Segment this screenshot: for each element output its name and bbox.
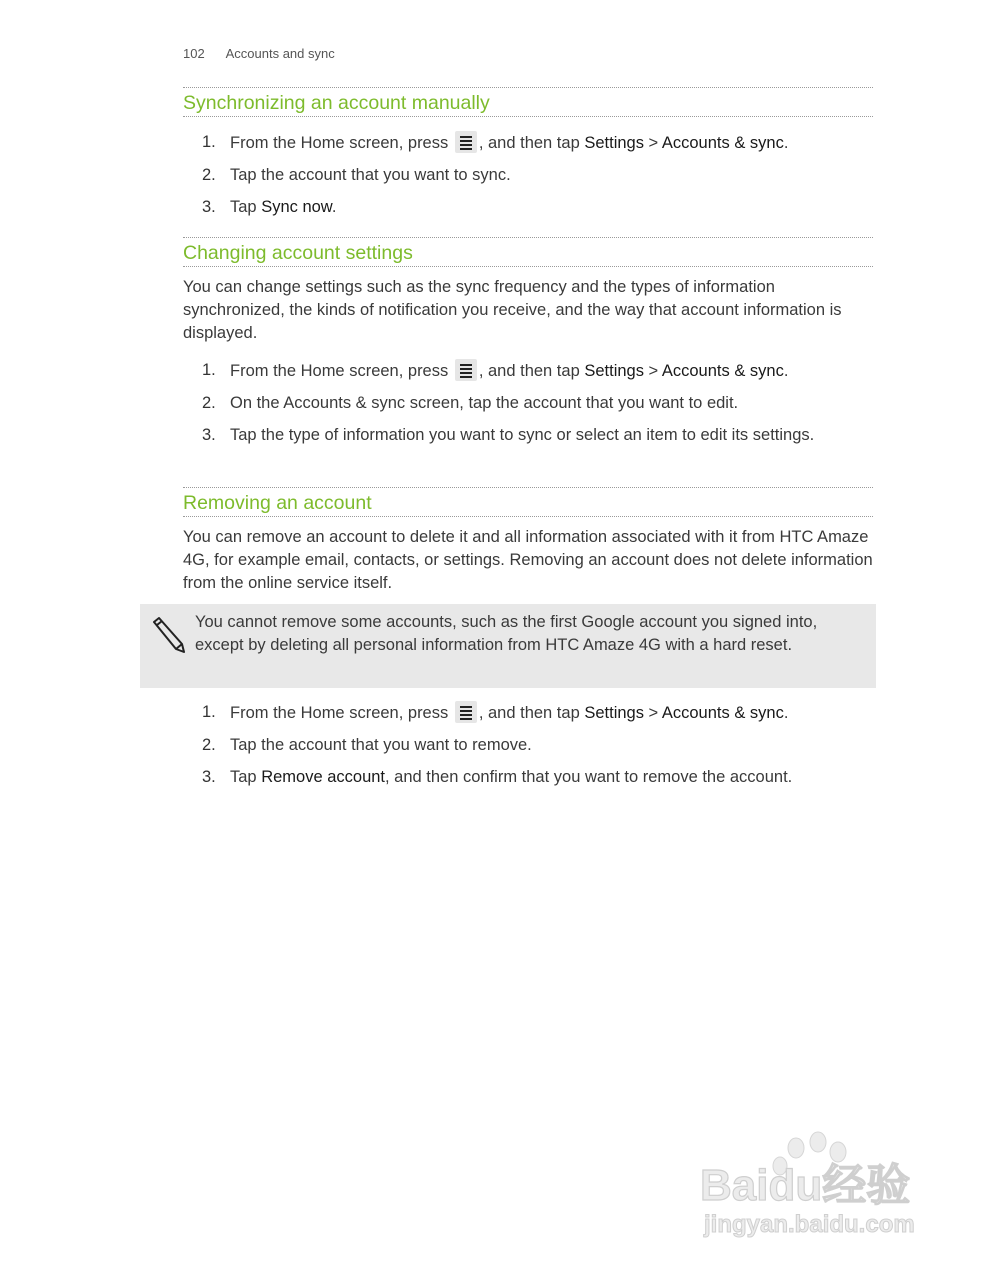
list-item: 1. From the Home screen, press , and then tap Settings > Accounts & sync.: [202, 361, 789, 380]
list-item: 2. On the Accounts & sync screen, tap the account that you want to edit.: [202, 394, 739, 412]
list-item: 1. From the Home screen, press , and then tap Settings > Accounts & sync.: [202, 703, 789, 722]
section-change-settings: [183, 237, 873, 447]
list-item: 3. Tap Sync now.: [202, 198, 337, 216]
section-intro: You can change settings such as the sync frequency and the types of information synchronized, the kinds of notification you receive, and the way that account information is displayed.: [183, 278, 842, 342]
page-number: 102: [183, 46, 205, 61]
menu-icon: [455, 701, 477, 723]
baidu-watermark: [700, 1128, 940, 1248]
section-intro: You can remove an account to delete it and all information associated with it from HTC Amaze 4G, for example email, contacts, or settings. Removing an account does not delete information from the online service itself.: [183, 528, 873, 592]
section-sync-manually: [183, 87, 873, 219]
section-title: Synchronizing an account manually: [183, 87, 873, 117]
section-title: Removing an account: [183, 487, 873, 517]
list-item: 3. Tap the type of information you want to sync or select an item to edit its settings.: [202, 426, 815, 444]
pencil-icon: [148, 614, 188, 654]
list-item: 2. Tap the account that you want to sync.: [202, 166, 511, 184]
section-remove-account: [183, 487, 873, 595]
list-item: 1. From the Home screen, press , and then tap Settings > Accounts & sync.: [202, 133, 789, 152]
list-item: 2. Tap the account that you want to remove.: [202, 736, 532, 754]
section-title: Changing account settings: [183, 237, 873, 267]
remove-steps: [183, 701, 873, 789]
watermark-url: jingyan.baidu.com: [704, 1211, 915, 1238]
menu-icon: [455, 131, 477, 153]
list-item: 3. Tap Remove account, and then confirm that you want to remove the account.: [202, 768, 793, 786]
menu-icon: [455, 359, 477, 381]
watermark-logo: Baidu经验: [700, 1161, 911, 1210]
steps-list: [183, 359, 873, 447]
steps-list: [183, 701, 873, 789]
chapter-title: Accounts and sync: [225, 46, 335, 61]
note-text: You cannot remove some accounts, such as the first Google account you signed into, except by deleting all personal information from HTC Amaze 4G with a hard reset.: [195, 613, 818, 654]
note-box: [140, 604, 876, 688]
steps-list: [183, 131, 873, 219]
page-header: [183, 46, 335, 61]
